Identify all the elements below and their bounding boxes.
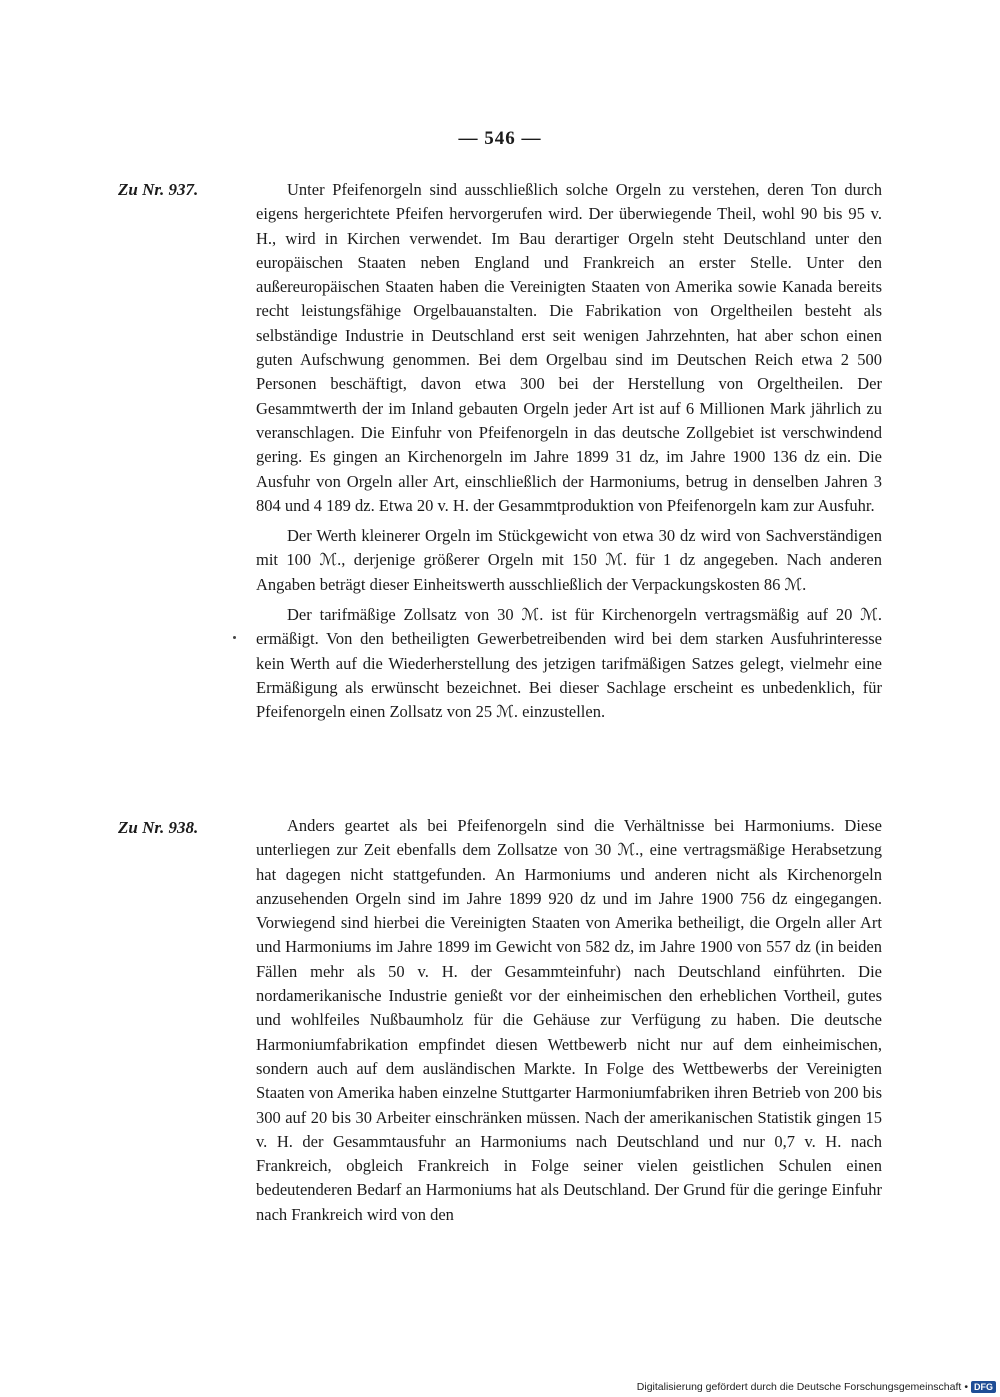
paragraph: Der Werth kleinerer Orgeln im Stückgewicht von etwa 30 dz wird von Sachverständigen mit 100 ℳ., derjenige größerer Orgeln mit 150 ℳ. für 1 dz angegeben. Nach anderen Angaben beträgt dieser Einheitswerth ausschließlich der Verpackungskosten 86 ℳ. [256, 526, 882, 594]
paragraph: Unter Pfeifenorgeln sind ausschließlich solche Orgeln zu verstehen, deren Ton durch eigens hergerichtete Pfeifen hervorgerufen wird. Der überwiegende Theil, wohl 90 bis 95 v. H., wird in Kirchen verwendet. Im Bau derartiger Orgeln steht Deutschland unter den europäischen Staaten neben England und Frankreich an erster Stelle. Unter den außereuropäischen Staaten haben die Vereinigten Staaten von Amerika sowie Kanada bereits recht leistungsfähige Orgelbauanstalten. Die Fabrikation von Orgeltheilen besteht als selbständige Industrie in Deutschland erst seit wenigen Jahrzehnten, hat aber schon einen guten Aufschwung genommen. Bei dem Orgelbau sind im Deutschen Reich etwa 2 500 Personen beschäftigt, davon etwa 300 bei der Herstellung von Orgeltheilen. Der Gesammtwerth der im Inland gebauten Orgeln jeder Art ist auf 6 Millionen Mark jährlich zu veranschlagen. Die Einfuhr von Pfeifenorgeln in das deutsche Zollgebiet ist verschwindend gering. Es gingen an Kirchenorgeln im Jahre 1899 31 dz, im Jahre 1900 136 dz ein. Die Ausfuhr von Orgeln aller Art, einschließlich der Harmoniums, betrug in denselben Jahren 3 804 und 4 189 dz. Etwa 20 v. H. der Gesammtproduktion von Pfeifenorgeln kam zur Ausfuhr. [256, 180, 882, 515]
paragraph: Anders geartet als bei Pfeifenorgeln sind die Verhältnisse bei Harmoniums. Diese unterliegen zur Zeit ebenfalls dem Zollsatze von 30 ℳ., eine vertragsmäßige Herabsetzung hat dagegen nicht stattgefunden. An Harmoniums und anderen nicht als Kirchenorgeln anzusehenden Orgeln sind im Jahre 1899 920 dz und im Jahre 1900 756 dz eingegangen. Vorwiegend sind hierbei die Vereinigten Staaten von Amerika betheiligt, die Orgeln aller Art und Harmoniums im Jahre 1899 im Gewicht von 582 dz, im Jahre 1900 von 557 dz (in beiden Fällen mehr als 50 v. H. der Gesammteinfuhr) nach Deutschland einführten. Die nordamerikanische Industrie genießt vor der einheimischen den erheblichen Vortheil, gutes und wohlfeiles Nußbaumholz für die Gehäuse zur Verfügung zu haben. Die deutsche Harmoniumfabrikation empfindet diesen Wettbewerb nicht nur auf dem einheimischen, sondern auch auf dem ausländischen Markte. In Folge des Wettbewerbs der Vereinigten Staaten von Amerika haben einzelne Stuttgarter Harmoniumfabriken ihren Betrieb von 200 bis 300 auf 20 bis 30 Arbeiter einschränken müssen. Nach der amerikanischen Statistik gingen 15 v. H. der Gesammtausfuhr an Harmoniums nach Deutschland und nur 0,7 v. H. nach Frankreich, obgleich Frankreich in Folge seiner vielen geistlichen Schulen einen bedeutenderen Bedarf an Harmoniums hat als Deutschland. Der Grund für die geringe Einfuhr nach Frankreich wird von den [256, 816, 882, 1224]
dfg-logo-icon: DFG [971, 1381, 996, 1393]
footer-credit [637, 1381, 996, 1393]
section-937 [256, 178, 882, 725]
section-label-938: Zu Nr. 938. [118, 818, 199, 837]
section-label-937: Zu Nr. 937. [118, 180, 199, 199]
paragraph: Der tarifmäßige Zollsatz von 30 ℳ. ist für Kirchenorgeln vertragsmäßig auf 20 ℳ. ermäßigt. Von den betheiligten Gewerbetreibenden wird bei dem starken Ausfuhrinteresse kein Werth auf die Wiederherstellung des jetzigen tarifmäßigen Satzes gelegt, vielmehr eine Ermäßigung als erwünscht bezeichnet. Bei dieser Sachlage erscheint es unbedenklich, für Pfeifenorgeln einen Zollsatz von 25 ℳ. einzustellen. [256, 605, 882, 722]
footer-separator: • [964, 1381, 968, 1393]
section-938 [256, 814, 882, 1227]
page-number: — 546 — [458, 128, 542, 149]
margin-dot [233, 636, 236, 639]
footer-credit-text: Digitalisierung gefördert durch die Deutsche Forschungsgemeinschaft [636, 1381, 962, 1393]
